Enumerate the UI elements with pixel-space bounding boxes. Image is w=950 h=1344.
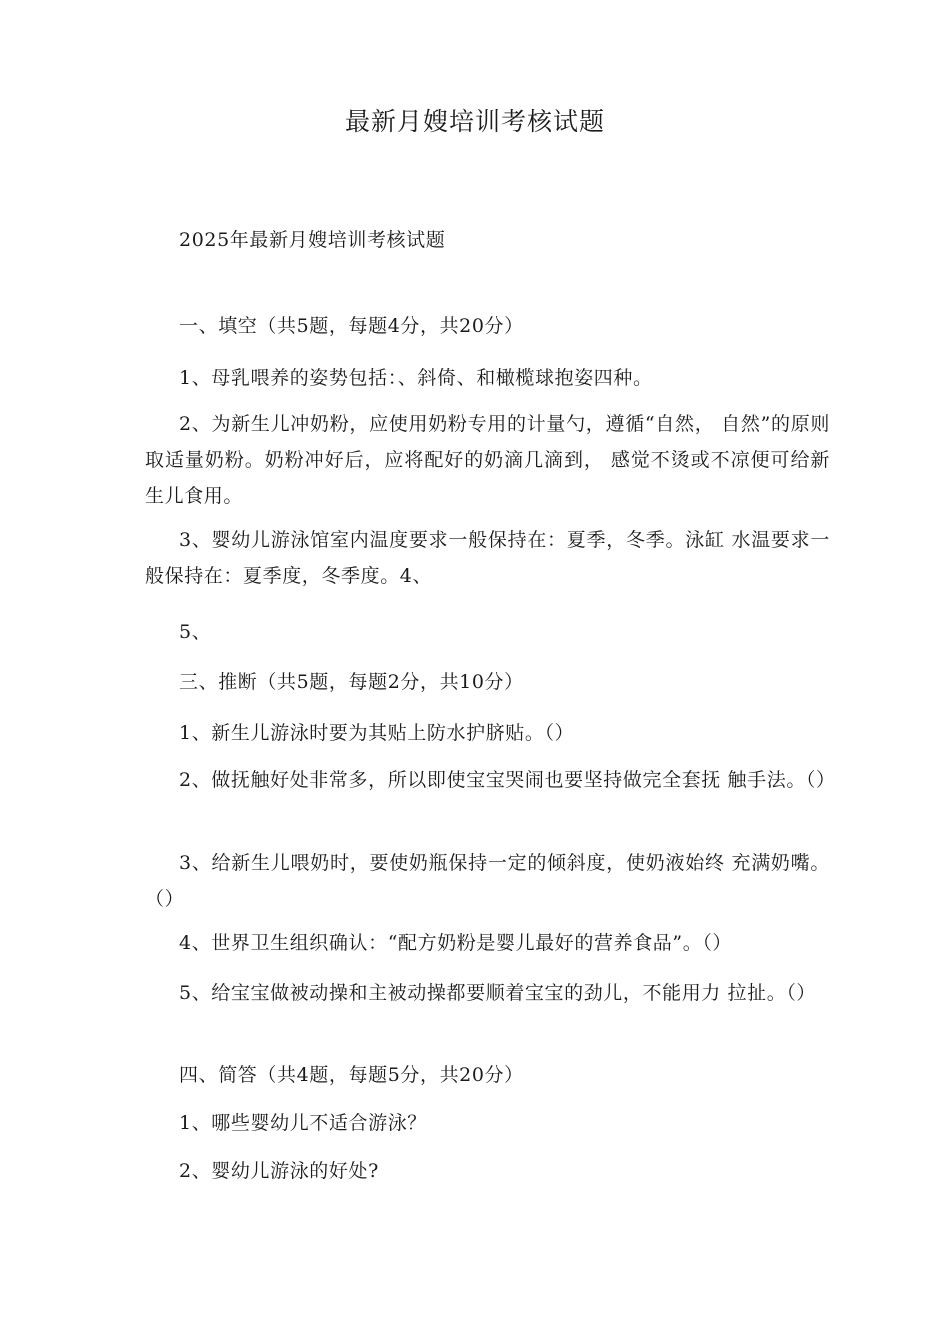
fill-question-5: 5、 [179,621,212,643]
fill-question-3: 3、婴幼儿游泳馆室内温度要求一般保持在：夏季，冬季。泳缸 水温要求一般保持在：夏季度，冬季度。4、 [145,529,830,587]
document-subtitle: 2025年最新月嫂培训考核试题 [179,229,446,251]
section-heading-short-answer: 四、简答（共4题，每题5分，共20分） [179,1064,524,1086]
short-question-1: 1、哪些婴幼儿不适合游泳？ [179,1112,427,1134]
judge-question-5: 5、给宝宝做被动操和主被动操都要顺着宝宝的劲儿，不能用力 拉扯。（） [179,982,817,1004]
short-question-2: 2、婴幼儿游泳的好处? [179,1160,379,1182]
judge-question-2: 2、做抚触好处非常多，所以即使宝宝哭闹也要坚持做完全套抚 触手法。（） [179,769,836,791]
fill-question-1: 1、母乳喂养的姿势包括：、斜倚、和橄榄球抱姿四种。 [179,367,653,389]
judge-question-4: 4、世界卫生组织确认：“配方奶粉是婴儿最好的营养食品”。（） [179,932,733,954]
judge-question-1: 1、新生儿游泳时要为其贴上防水护脐贴。（） [179,722,575,744]
fill-question-2: 2、为新生儿冲奶粉，应使用奶粉专用的计量勺，遵循“自然， 自然”的原则取适量奶粉。奶粉冲好后，应将配好的奶滴几滴到， 感觉不烫或不凉便可给新生儿食用。 [145,413,830,507]
section-heading-fill-in: 一、填空（共5题，每题4分，共20分） [179,315,524,337]
document-title: 最新月嫂培训考核试题 [344,107,605,136]
section-heading-judge: 三、推断（共5题，每题2分，共10分） [179,671,524,693]
judge-question-3: 3、给新生儿喂奶时，要使奶瓶保持一定的倾斜度，使奶液始终 充满奶嘴。（） [145,852,830,910]
